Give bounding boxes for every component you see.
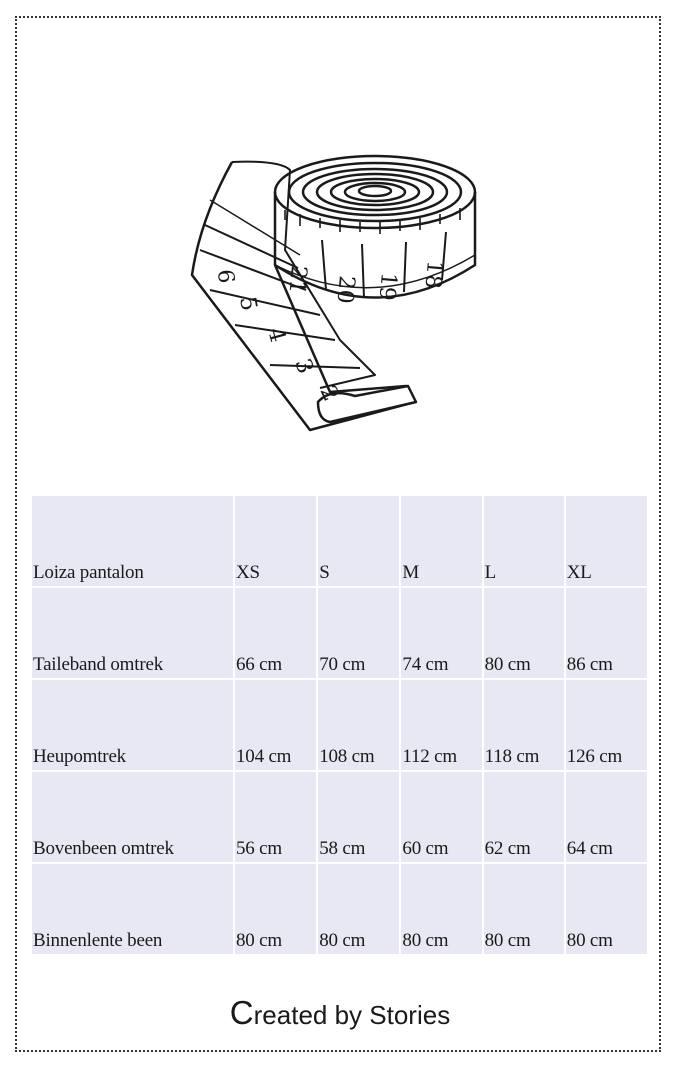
table-cell: 70 cm <box>318 588 399 678</box>
table-cell: 80 cm <box>484 588 564 678</box>
table-cell: 86 cm <box>566 588 647 678</box>
row-label: Heupomtrek <box>32 680 233 770</box>
tape-number: 19 <box>373 271 401 302</box>
footer-credit <box>0 994 680 1032</box>
table-cell: 108 cm <box>318 680 399 770</box>
table-cell: 64 cm <box>566 772 647 862</box>
table-cell: 66 cm <box>235 588 316 678</box>
table-header-row <box>32 496 647 586</box>
table-cell: 62 cm <box>484 772 564 862</box>
row-label: Bovenbeen omtrek <box>32 772 233 862</box>
row-label: Taileband omtrek <box>32 588 233 678</box>
table-row <box>32 588 647 678</box>
table-cell: 60 cm <box>401 772 481 862</box>
size-xl-header: XL <box>566 496 647 586</box>
footer-first-letter: C <box>229 994 254 1031</box>
tape-number: 5 <box>234 294 262 313</box>
footer-text: reated by Stories <box>253 1000 451 1030</box>
tape-number: 2 <box>314 381 344 406</box>
table-cell: 74 cm <box>401 588 481 678</box>
table-row <box>32 864 647 954</box>
size-xs-header: XS <box>235 496 316 586</box>
table-cell: 80 cm <box>566 864 647 954</box>
table-cell: 118 cm <box>484 680 564 770</box>
tape-number: 3 <box>289 355 318 378</box>
table-cell: 80 cm <box>401 864 481 954</box>
table-cell: 80 cm <box>484 864 564 954</box>
tape-number: 6 <box>212 268 239 285</box>
tape-number: 4 <box>262 325 290 346</box>
tape-number: 18 <box>419 259 447 290</box>
measuring-tape-illustration <box>180 140 500 445</box>
row-label: Binnenlente been <box>32 864 233 954</box>
table-header-label: Loiza pantalon <box>32 496 233 586</box>
size-m-header: M <box>401 496 481 586</box>
table-row <box>32 772 647 862</box>
table-cell: 126 cm <box>566 680 647 770</box>
size-l-header: L <box>484 496 564 586</box>
table-cell: 58 cm <box>318 772 399 862</box>
table-row <box>32 680 647 770</box>
size-s-header: S <box>318 496 399 586</box>
tape-number: 21 <box>283 264 311 295</box>
table-cell: 104 cm <box>235 680 316 770</box>
table-cell: 56 cm <box>235 772 316 862</box>
table-cell: 80 cm <box>318 864 399 954</box>
size-chart-table <box>30 494 649 956</box>
table-cell: 112 cm <box>401 680 481 770</box>
tape-number: 20 <box>331 274 359 305</box>
table-cell: 80 cm <box>235 864 316 954</box>
